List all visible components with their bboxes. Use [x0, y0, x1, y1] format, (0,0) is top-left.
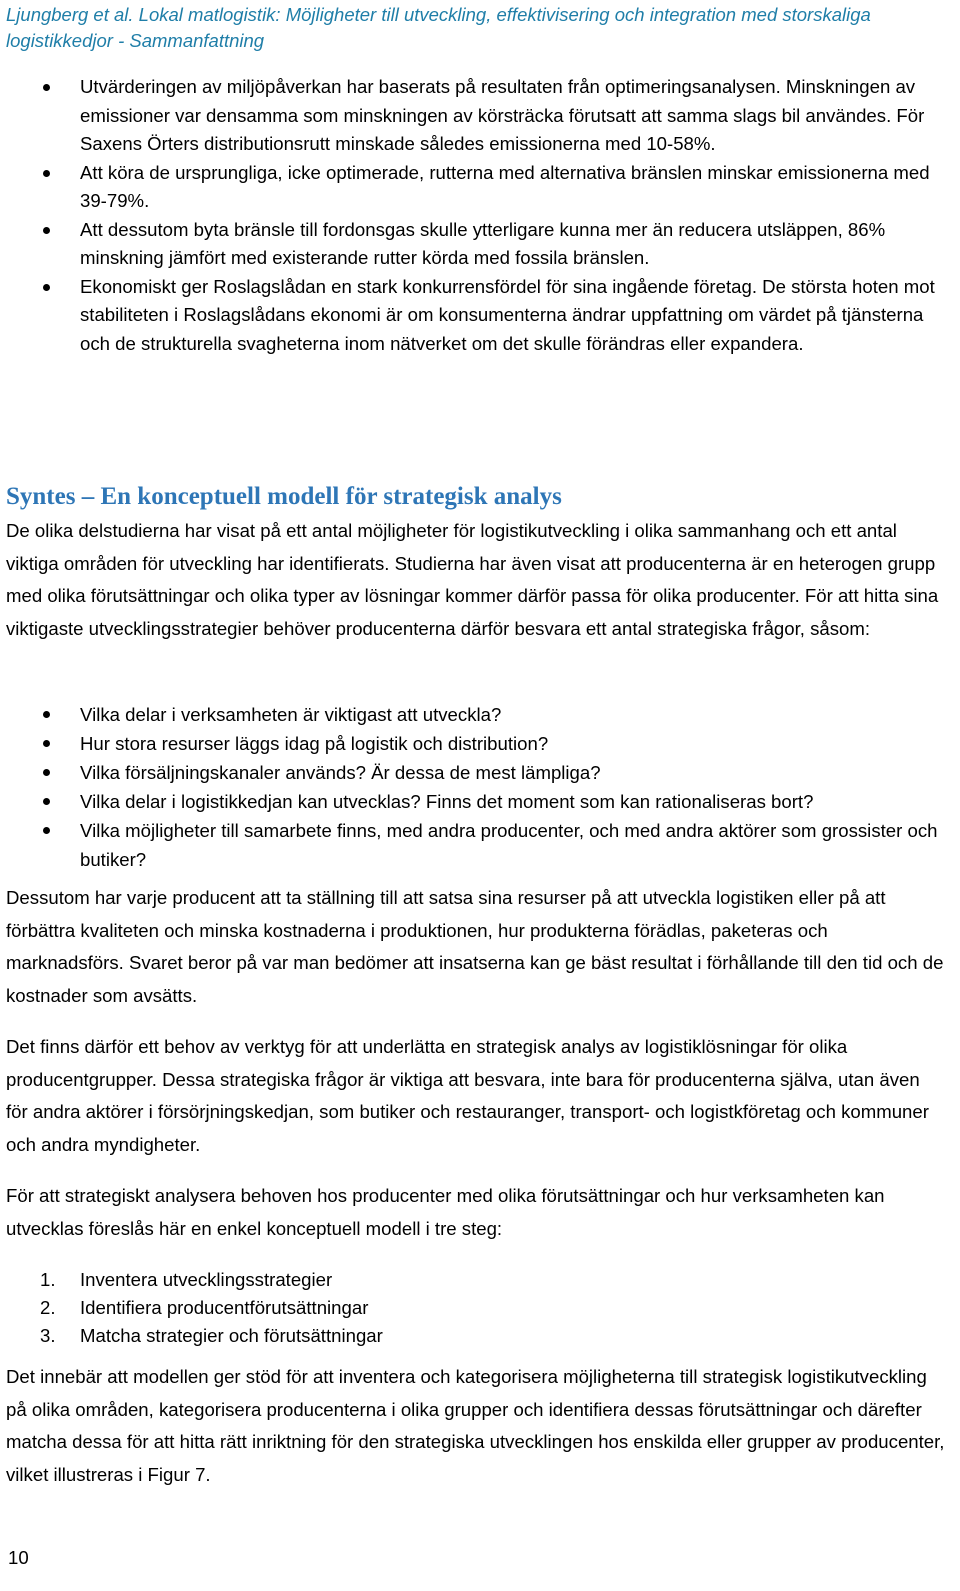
intro-paragraph: De olika delstudierna har visat på ett antal möjligheter för logistikutveckling i olika sammanhang och ett antal viktiga områden för utveckling har identifierats. Studierna har även visat att producenterna är en heterogen grupp med olika förutsättningar och olika typer av lösningar kommer därför passa för olika producenter. För att hitta sina viktigaste utvecklingsstrategier behöver producenterna därför besvara ett antal strategiska frågor, såsom: [6, 520, 939, 639]
list-item [0, 159, 960, 216]
paragraph: Det finns därför ett behov av verktyg för att underlätta en strategisk analys av logistiklösningar för olika producentgrupper. Dessa strategiska frågor är viktiga att besvara, inte bara för producenterna själva, utan även för andra aktörer i försörjningskedjan, som butiker och restauranger, transport- och logistkföretag och kommuner och andra myndigheter. [6, 1036, 929, 1155]
bullet-icon [43, 227, 50, 234]
question-bullet-list [0, 700, 960, 874]
result-bullet-list [0, 73, 960, 358]
step-text: Inventera utvecklingsstrategier [80, 1269, 333, 1290]
list-item [0, 729, 960, 758]
list-item [0, 1322, 960, 1350]
running-header: Ljungberg et al. Lokal matlogistik: Möjligheter till utveckling, effektivisering och integration med storskaliga logistikkedjor - Sammanfattning [6, 4, 871, 51]
paragraph: För att strategiskt analysera behoven hos producenter med olika förutsättningar och hur verksamheten kan utvecklas föreslås här en enkel konceptuell modell i tre steg: [6, 1185, 885, 1239]
list-item [0, 787, 960, 816]
bullet-text: Utvärderingen av miljöpåverkan har baserats på resultaten från optimeringsanalysen. Minskningen av emissioner var densamma som minskningen av körsträcka förutsatt att samma slags bil användes. För Saxens Örters distributionsrutt minskade således emissionerna med 10-58%. [80, 76, 925, 154]
list-item [0, 758, 960, 787]
list-item [0, 273, 960, 359]
step-number: 2. [40, 1297, 56, 1318]
section-heading: Syntes – En konceptuell modell för strategisk analys [6, 483, 562, 510]
bullet-text: Vilka delar i verksamheten är viktigast att utveckla? [80, 704, 502, 725]
list-item [0, 700, 960, 729]
bullet-icon [43, 798, 50, 805]
bullet-text: Hur stora resurser läggs idag på logistik och distribution? [80, 733, 549, 754]
bullet-text: Vilka delar i logistikkedjan kan utvecklas? Finns det moment som kan rationaliseras bort? [80, 791, 814, 812]
bullet-text: Vilka möjligheter till samarbete finns, med andra producenter, och med andra aktörer som grossister och butiker? [80, 820, 938, 870]
list-item [0, 73, 960, 159]
list-item [0, 1266, 960, 1294]
bullet-icon [43, 740, 50, 747]
bullet-icon [43, 284, 50, 291]
bullet-icon [43, 711, 50, 718]
step-text: Matcha strategier och förutsättningar [80, 1325, 383, 1346]
bullet-icon [43, 170, 50, 177]
paragraph: Det innebär att modellen ger stöd för att inventera och kategorisera möjligheterna till strategisk logistikutveckling på olika områden, kategorisera producenterna i olika grupper och identifiera dessas förutsättningar och därefter matcha dessa för att hitta rätt inriktning för den strategiska utvecklingen hos enskilda eller grupper av producenter, vilket illustreras i Figur 7. [6, 1366, 945, 1485]
bullet-text: Att köra de ursprungliga, icke optimerade, rutterna med alternativa bränslen minskar emissionerna med 39-79%. [80, 161, 930, 211]
paragraph: Dessutom har varje producent att ta ställning till att satsa sina resurser på att utveckla logistiken eller på att förbättra kvaliteten och minska kostnaderna i produktionen, hur produkterna förädlas, paketeras och marknadsförs. Svaret beror på var man bedömer att insatserna kan ge bäst resultat i förhållande till den tid och de kostnader som avsätts. [6, 887, 944, 1006]
bullet-icon [43, 769, 50, 776]
step-number: 3. [40, 1325, 56, 1346]
bullet-text: Ekonomiskt ger Roslagslådan en stark konkurrensfördel för sina ingående företag. De största hoten mot stabiliteten i Roslagslådans ekonomi är om konsumenterna ändrar uppfattning om värdet på tjänsterna och de strukturella svagheterna inom nätverket om det skulle förändras eller expandera. [80, 275, 935, 354]
model-steps-list [0, 1266, 960, 1350]
step-text: Identifiera producentförutsättningar [80, 1297, 369, 1318]
bullet-icon [43, 84, 50, 91]
bullet-text: Att dessutom byta bränsle till fordonsgas skulle ytterligare kunna mer än reducera utsläppen, 86% minskning jämfört med existerande rutter körda med fossila bränslen. [80, 218, 886, 268]
bullet-text: Vilka försäljningskanaler används? Är dessa de mest lämpliga? [80, 762, 601, 783]
list-item [0, 816, 960, 874]
list-item [0, 216, 960, 273]
list-item [0, 1294, 960, 1322]
bullet-icon [43, 827, 50, 834]
step-number: 1. [40, 1269, 56, 1290]
page-number: 10 [8, 1547, 29, 1568]
